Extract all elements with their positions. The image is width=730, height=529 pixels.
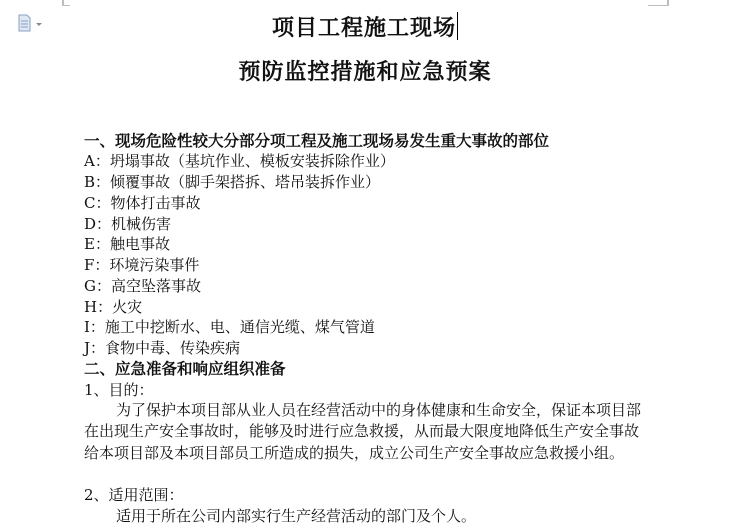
list-item: A：坍塌事故（基坑作业、模板安装拆除作业）	[84, 152, 395, 170]
purpose-label: 1、目的：	[84, 381, 154, 399]
section-heading-1: 一、现场危险性较大分部分项工程及施工现场易发生重大事故的部位	[84, 131, 550, 150]
purpose-paragraph: 为了保护本项目部从业人员在经营活动中的身体健康和生命安全，保证本项目部在出现生产安全事故时，能够及时进行应急救援，从而最大限度地降低生产安全事故给本项目部及本项目部员工所造成的损失，成立公司生产安全事故应急救援小组。	[84, 401, 642, 462]
list-item: C：物体打击事故	[84, 194, 201, 212]
page-corner-mark-left-h	[62, 5, 70, 6]
text-cursor	[457, 12, 458, 40]
list-item: H：火灾	[84, 298, 143, 316]
scope-paragraph: 适用于所在公司内部实行生产经营活动的部门及个人。	[116, 507, 477, 525]
list-item: B：倾覆事故（脚手架搭拆、塔吊装拆作业）	[84, 173, 381, 191]
list-item: E：触电事故	[84, 235, 170, 253]
list-item: J：食物中毒、传染疾病	[84, 339, 241, 357]
document-title-line1: 项目工程施工现场	[0, 11, 730, 42]
document-title-line2: 预防监控措施和应急预案	[238, 60, 492, 85]
section-heading-2: 二、应急准备和响应组织准备	[84, 359, 286, 378]
list-item: I：施工中挖断水、电、通信光缆、煤气管道	[84, 318, 375, 336]
list-item: D：机械伤害	[84, 215, 172, 233]
list-item: F：环境污染事件	[84, 256, 200, 274]
list-item: G：高空坠落事故	[84, 277, 201, 295]
scope-label: 2、适用范围：	[84, 486, 184, 504]
page-corner-mark-right-h	[648, 5, 668, 6]
